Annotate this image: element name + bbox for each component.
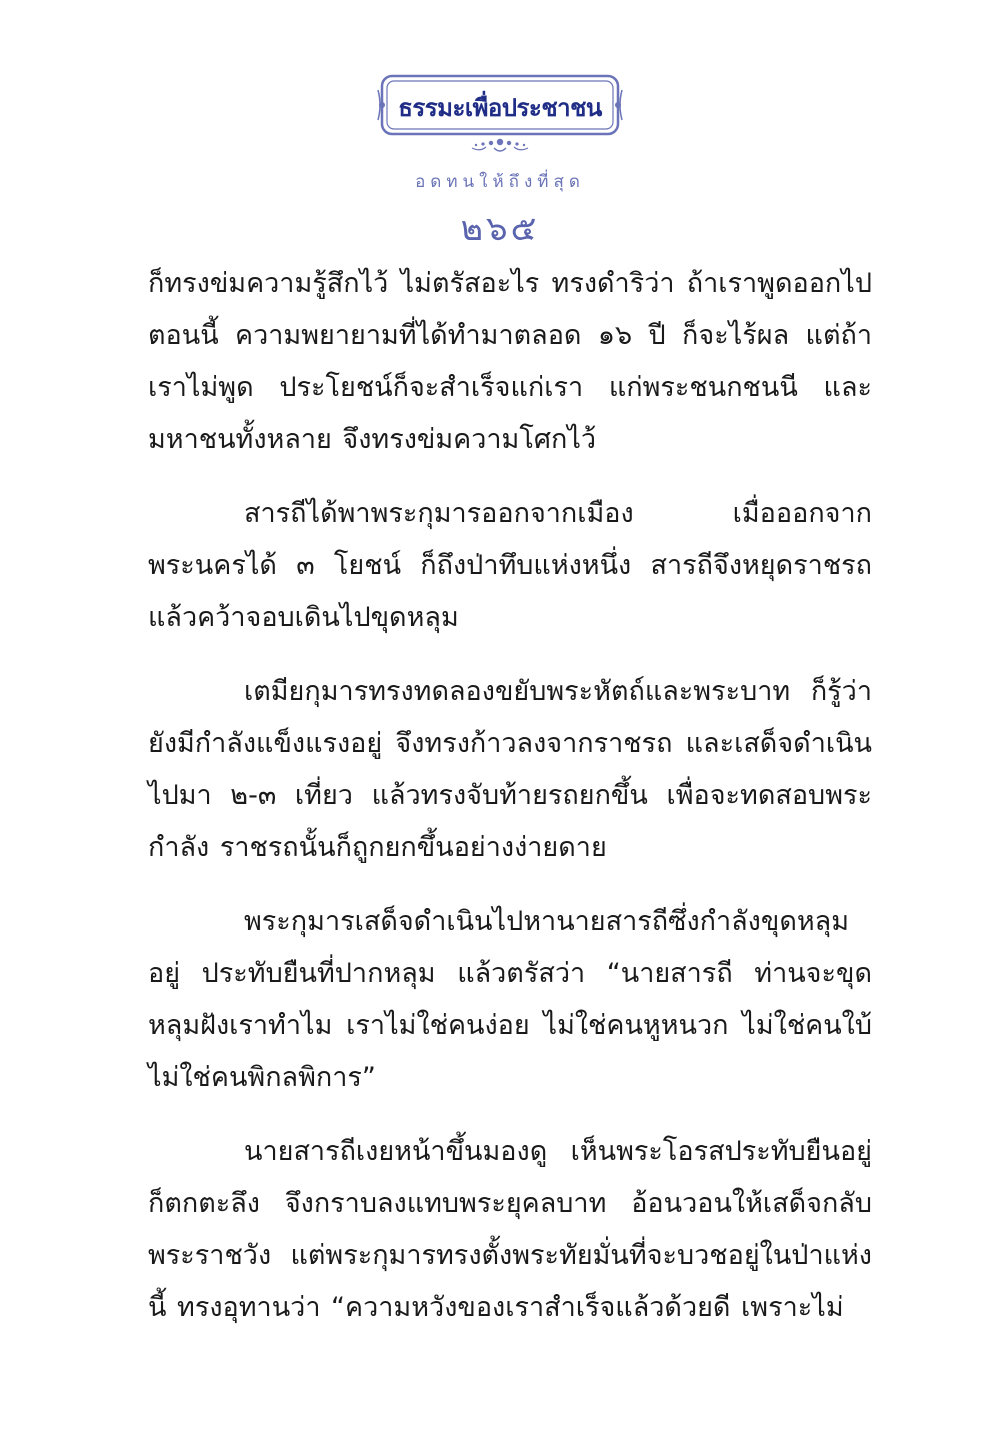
paragraph: ก็ทรงข่มความรู้สึกไว้ ไม่ตรัสอะไร ทรงดำริว่า ถ้าเราพูดออกไปตอนนี้ ความพยายามที่ได้ทำมาตลอด ๑๖ ปี ก็จะไร้ผล แต่ถ้าเราไม่พูด ประโยชน์ก็จะสำเร็จแก่เรา แก่พระชนกชนนี และมหาชนทั้งหลาย จึงทรงข่มความโศกไว้ <box>148 268 872 455</box>
page-number: ๒๖๕ <box>460 209 540 249</box>
series-logo <box>376 70 624 156</box>
body-text <box>148 258 872 1356</box>
paragraph: พระกุมารเสด็จดำเนินไปหานายสารถีซึ่งกำลังขุดหลุมอยู่ ประทับยืนที่ปากหลุม แล้วตรัสว่า “นายสารถี ท่านจะขุดหลุมฝังเราทำไม เราไม่ใช่คนง่อย ไม่ใช่คนหูหนวก ไม่ใช่คนใบ้ ไม่ใช่คนพิกลพิการ” <box>148 906 872 1093</box>
logo-text: ธรรมะเพื่อประชาชน <box>398 94 602 122</box>
running-title: อดทนให้ถึงที่สุด <box>415 172 585 192</box>
paragraph: นายสารถีเงยหน้าขึ้นมองดู เห็นพระโอรสประทับยืนอยู่ ก็ตกตะลึง จึงกราบลงแทบพระยุคลบาท อ้อนวอนให้เสด็จกลับพระราชวัง แต่พระกุมารทรงตั้งพระทัยมั่นที่จะบวชอยู่ในป่าแห่งนี้ ทรงอุทานว่า “ความหวังของเราสำเร็จแล้วด้วยดี เพราะไม่ <box>148 1136 872 1323</box>
paragraph: สารถีได้พาพระกุมารออกจากเมือง เมื่อออกจากพระนครได้ ๓ โยชน์ ก็ถึงป่าทึบแห่งหนึ่ง สารถีจึงหยุดราชรถ แล้วคว้าจอบเดินไปขุดหลุม <box>148 498 872 633</box>
page-header <box>0 70 1000 255</box>
paragraph: เตมียกุมารทรงทดลองขยับพระหัตถ์และพระบาท ก็รู้ว่ายังมีกำลังแข็งแรงอยู่ จึงทรงก้าวลงจากราชรถ และเสด็จดำเนินไปมา ๒-๓ เที่ยว แล้วทรงจับท้ายรถยกขึ้น เพื่อจะทดสอบพระกำลัง ราชรถนั้นก็ถูกยกขึ้นอย่างง่ายดาย <box>148 676 872 863</box>
